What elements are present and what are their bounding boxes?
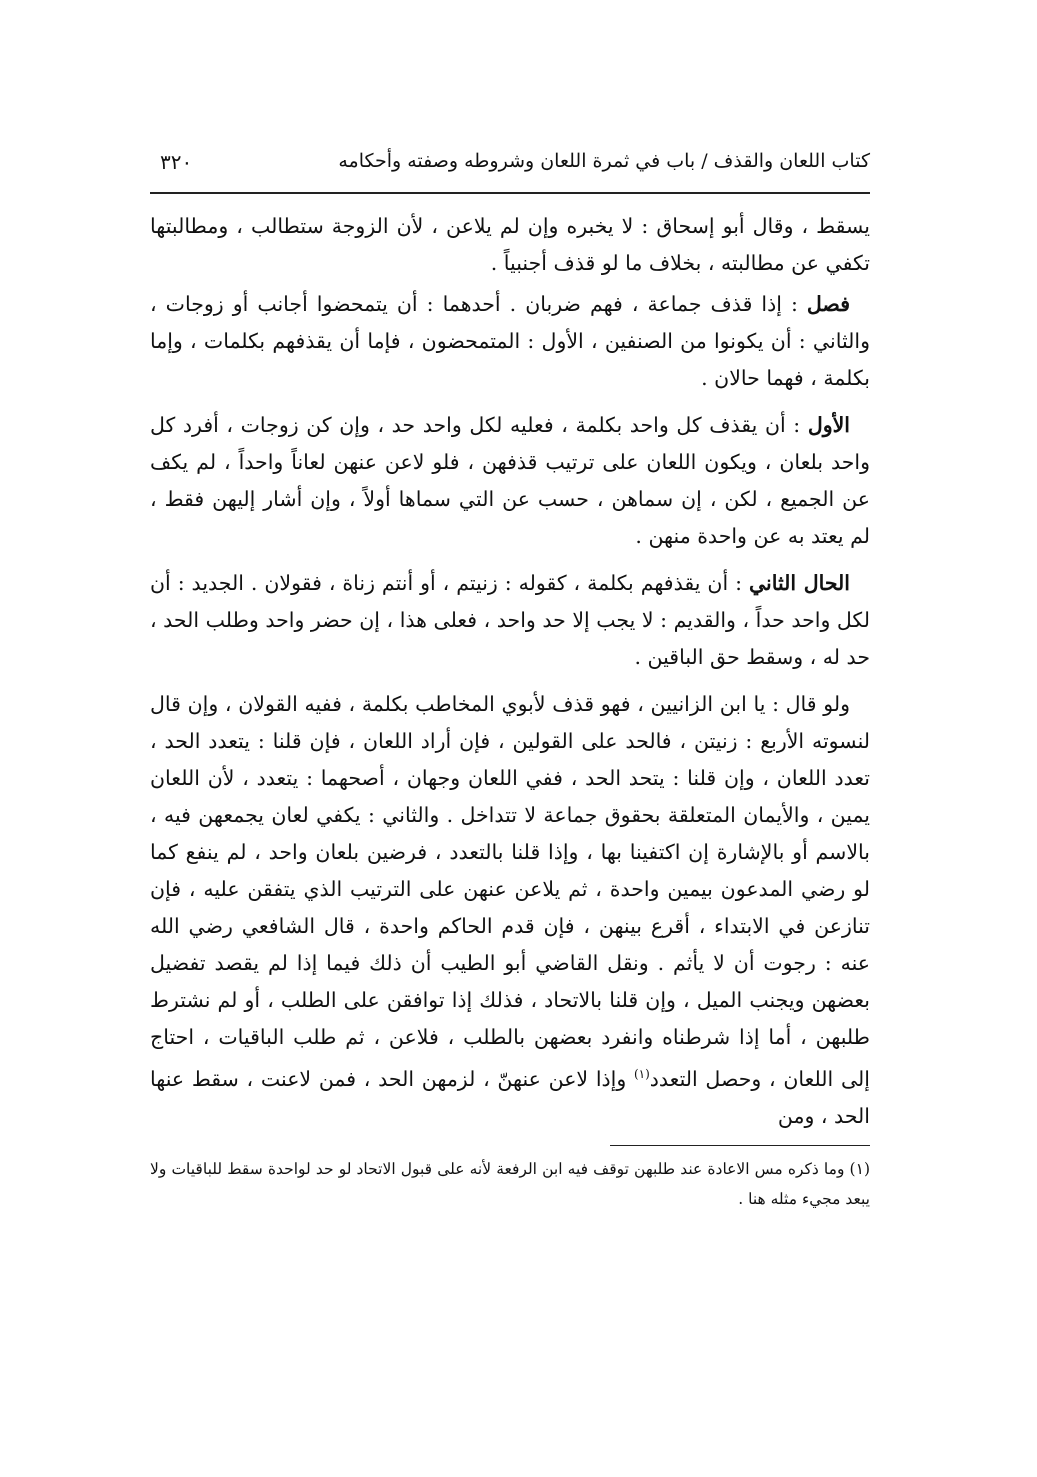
paragraph-first-case <box>150 407 870 555</box>
footnote: (١) وما ذكره مس الاعادة عند طلبهن توقف فيه ابن الرفعة لأنه على قبول الاتحاد لو حد لواحدة سقط للباقيات ولا يبعد مجيء مثله هنا . <box>150 1159 870 1208</box>
paragraph-text: : أن يقذفهم بكلمة ، كقوله : زنيتم ، أو أنتم زناة ، فقولان . الجديد : أن لكل واحد حداً ، والقديم : لا يجب إلا حد واحد ، فعلى هذا ، إن حضر واحد وطلب الحد ، حد له ، وسقط حق الباقين . <box>150 571 870 669</box>
paragraph-text: : أن يقذف كل واحد بكلمة ، فعليه لكل واحد حد ، وإن كن زوجات ، أفرد كل واحد بلعان ، ويكون اللعان على ترتيب قذفهن ، فلو لاعن عنهن لعاناً واحداً ، لم يكف عن الجميع ، لكن ، إن سماهن ، حسب عن التي سماها أولاً ، وإن أشار إليهن فقط ، لم يعتد به عن واحدة منهن . <box>150 413 870 548</box>
paragraph-text: : إذا قذف جماعة ، فهم ضربان . أحدهما : أن يتمحضوا أجانب أو زوجات ، والثاني : أن يكونوا من الصنفين ، الأول : المتمحضون ، فإما أن يقذفهم بكلمات ، وإما بكلمة ، فهما حالان . <box>150 292 870 390</box>
book-page <box>150 140 870 1214</box>
paragraph-text: يسقط ، وقال أبو إسحاق : لا يخبره وإن لم يلاعن ، لأن الزوجة ستطالب ، ومطالبتها تكفي عن مطالبته ، بخلاف ما لو قذف أجنبياً . <box>150 214 870 275</box>
paragraph-lead: الحال الثاني <box>748 571 851 595</box>
paragraph-lead: فصل <box>806 292 850 316</box>
page-number: ٣٢٠ <box>160 150 193 174</box>
footnote-separator <box>610 1145 870 1146</box>
header-title: كتاب اللعان والقذف / باب في ثمرة اللعان وشروطه وصفته وأحكامه <box>338 150 870 172</box>
paragraph-long <box>150 686 870 1135</box>
paragraph-text-after: وإذا لاعن عنهنّ ، لزمهن الحد ، فمن لاعنت ، سقط عنها الحد ، ومن <box>150 1066 870 1128</box>
running-header <box>150 140 870 194</box>
main-text <box>150 208 870 1135</box>
footnote-reference: (١) <box>633 1067 650 1081</box>
paragraph-continuation <box>150 208 870 282</box>
paragraph-second-case <box>150 565 870 676</box>
paragraph-text: ولو قال : يا ابن الزانيين ، فهو قذف لأبوي المخاطب بكلمة ، ففيه القولان ، وإن قال لنسوته الأربع : زنيتن ، فالحد على القولين ، فإن أراد اللعان ، فإن قلنا : يتعدد الحد ، تعدد اللعان ، وإن قلنا : يتحد الحد ، ففي اللعان وجهان ، أصحهما : يتعدد ، لأن اللعان يمين ، والأيمان المتعلقة بحقوق جماعة لا تتداخل . والثاني : يكفي لعان يجمعهن فيه ، بالاسم أو بالإشارة إن اكتفينا بها ، وإذا قلنا بالتعدد ، فرضين بلعان واحد ، لم ينفع كما لو رضي المدعون بيمين واحدة ، ثم يلاعن عنهن على الترتيب الذي يتفقن عليه ، فإن تنازعن في الابتداء ، أقرع بينهن ، فإن قدم الحاكم واحدة ، قال الشافعي رضي الله عنه : رجوت أن لا يأثم . ونقل القاضي أبو الطيب أن ذلك فيما إذا لم يقصد تفضيل بعضهن ويجنب الميل ، وإن قلنا بالاتحاد ، فذلك إذا توافقن على الطلب ، أو لم نشترط طلبهن ، أما إذا شرطناه وانفرد بعضهن بالطلب ، فلاعن ، ثم طلب الباقيات ، احتاج إلى اللعان ، وحصل التعدد <box>150 692 870 1091</box>
paragraph-lead: الأول <box>807 413 850 437</box>
paragraph-fasl <box>150 286 870 397</box>
